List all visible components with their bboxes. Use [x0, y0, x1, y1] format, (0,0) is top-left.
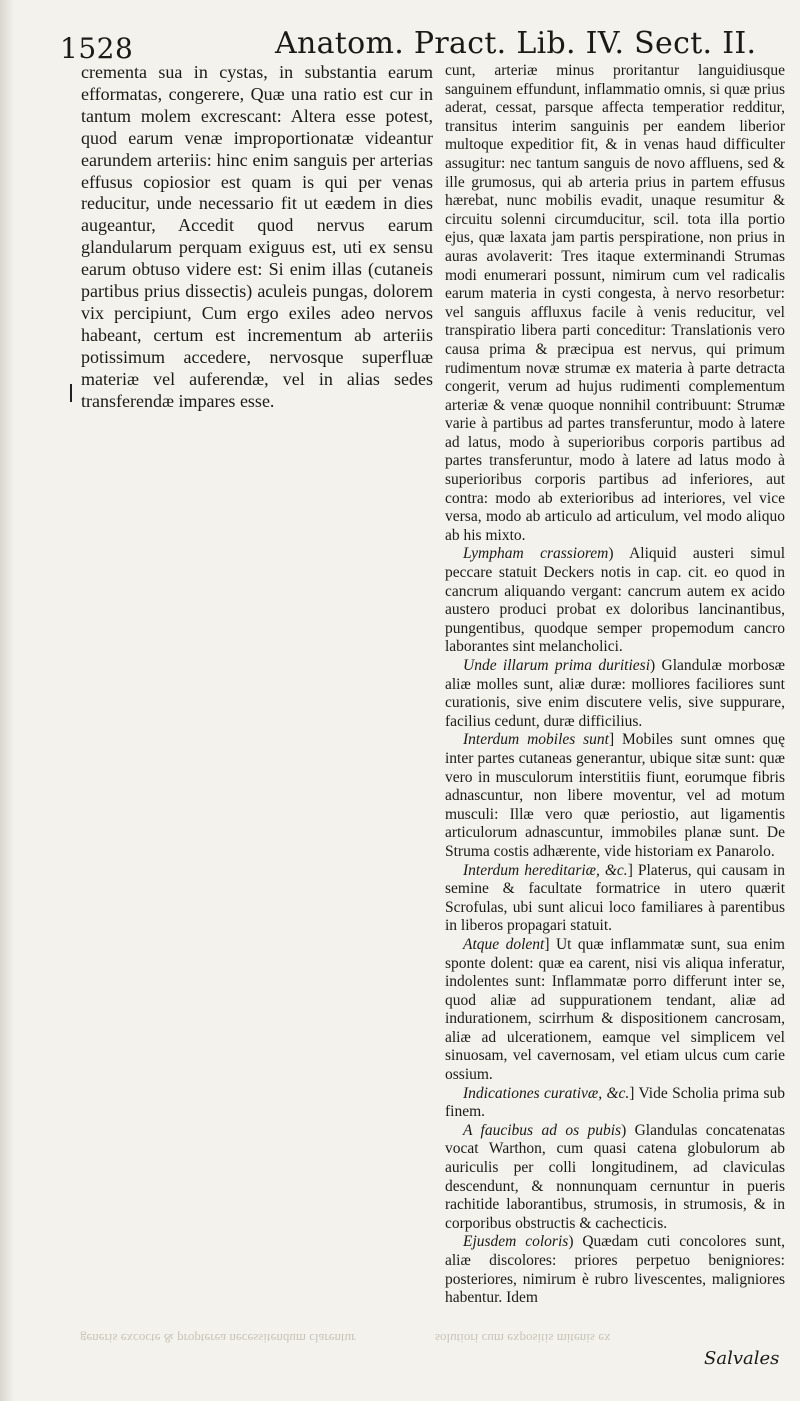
note-entry [445, 936, 785, 1085]
note-text: ] Vide Scholia prima sub finem. [445, 1084, 785, 1121]
note-entry [445, 862, 785, 936]
note-entry [445, 1085, 785, 1122]
note-text: ) Glandulas concatenatas vocat Warthon, cum quasi catena globulorum ab auriculis per colli longitudinem, ad claviculas descendunt, & nonnunquam cernuntur in pueris rachitide laborantibus, strumosis, in strumosis, & in corporibus obstructis & cachecticis. [445, 1121, 785, 1232]
note-lemma: Unde illarum prima duritiesi [463, 657, 650, 674]
note-entry [445, 657, 785, 731]
note-text: ] Mobiles sunt omnes quę inter partes cutaneas generantur, ubique sitæ sunt: quæ vero in musculorum interstitiis fiunt, eorumque fibris adnascuntur, non libere moventur, vel ad motum musculi: Illæ vero quæ periostio, aut ligamentis articulorum adnascuntur, immobiles planæ sunt. De Struma costis adhærente, vide historiam ex Panarolo. [445, 731, 785, 860]
margin-mark [70, 384, 72, 402]
note-text: ] Platerus, qui causam in semine & facultate formatrice in utero quærit Scrofulas, ubi sunt alicui loco familiares à parentibus in liberos propagari statuit. [445, 861, 785, 935]
note-lemma: Lympham crassiorem [463, 545, 609, 563]
page-number: 1528 [60, 32, 134, 65]
note-text: ] Ut quæ inflammatæ sunt, sua enim sponte dolent: quæ ea carent, nisi vis aliqua inferatur, indolentes sunt: Inflammatæ porro differunt inter se, quod aliæ ad suppurationem tendant, aliæ ad indurationem, scirrhum & dispositionem cancrosam, aliæ ad ulcerationem, eamque vel simplicem vel sinuosam, vel cavernosam, vel etiam ulcus cum carie ossium. [445, 935, 785, 1084]
note-lemma: Indicationes curativæ, &c. [463, 1084, 630, 1102]
note-entry [445, 731, 785, 861]
note-lemma: Interdum mobiles sunt [463, 731, 609, 749]
show-through-text-left: generis excocte & propterea necessitendum clarentur [80, 1331, 356, 1346]
catchword: Salvales [704, 1348, 780, 1369]
running-title: Anatom. Pract. Lib. IV. Sect. II. [275, 26, 757, 61]
show-through-text-right: solutiori cum expositis mitenis ex [435, 1331, 611, 1346]
note-entry [445, 545, 785, 657]
binding-shadow [0, 0, 14, 1401]
right-opening-paragraph: cunt, arteriæ minus proritantur languidiusque sanguinem effundunt, inflammatio omnis, si quæ prius aderat, cessat, parsque affecta temperatior redditur, transitus interim sanguinis per eandem liberior multoque expeditior fit, & in venas haud difficulter assugitur: nec tantum sanguis de novo affluens, sed & ille grumosus, qui ab arteria prius in partem effusus hærebat, nunc mobilis evadit, unaque resumitur & circuitu solenni circumducitur, scil. tota illa portio ejus, quæ laxata jam partis perspiratione, non prius in auras avolaverit: Tres itaque exterminandi Strumas modi enumerari possunt, nimirum cum vel radicalis earum materia in cysti congesta, à nervo resorbetur: vel sanguis affluxus facile à venis reducitur, vel transpiratio libera parti conceditur: Translationis vero causa prima & præcipua est nervus, qui primum rudimentum novæ strumæ ex materia à parte detracta congerit, verum ad hujus rudimenti complementum arteriæ & venæ quoque nonnihil contribuunt: Strumæ varie à partibus ad partes transferuntur, modo à latere ad latus, modo à superioribus corporis partibus ad partes transferuntur, modo à latere ad latus modo à superioribus corporis partibus ad inferiores, aut contra: modo ab exterioribus ad interiores, vel vice versa, modo ab articulo ad articulum, vel modo aliquo ab his mixto. [445, 62, 785, 544]
note-lemma: Interdum hereditariæ, &c. [463, 861, 628, 879]
note-text: ) Quædam cuti concolores sunt, aliæ discolores: priores perpetuo benigniores: posteriores, nimirum è rubro livescentes, maligniores habentur. Idem [445, 1233, 785, 1307]
note-text: ) Aliquid austeri simul peccare statuit Deckers notis in cap. cit. eo quod in cancrum aliquando vergant: cancrum autem ex acido austero produci probat ex doloribus lancinantibus, pungentibus, quodque semper propemodum cancro laborantes sint melancholici. [445, 545, 785, 656]
note-entry [445, 1233, 785, 1307]
note-entry [445, 1122, 785, 1234]
note-lemma: Atque dolent [463, 935, 545, 953]
right-column [445, 62, 785, 1308]
note-text: ) Glandulæ morbosæ aliæ molles sunt, aliæ duræ: molliores faciliores sunt curationis, sive enim discutere velis, sive suppurare, facilius cedunt, duræ difficilius. [445, 657, 785, 730]
left-paragraph-1: crementa sua in cystas, in substantia earum efformatas, congerere, Quæ una ratio est cur in tantum molem excrescant: Altera esse potest, quod earum venæ improportionatæ videantur earundem arteriis: hinc enim sanguis per arterias effusus copiosior est quam is qui per venas reducitur, unde necessario fit ut eædem in dies augeantur, Accedit quod nervus earum glandularum perquam exiguus est, uti ex sensu earum obtuso videre est: Si enim illas (cutaneis partibus prius dissectis) aculeis pungas, dolorem vix percipiunt, Cum ergo exiles adeo nervos habeant, certum est incrementum ab arteriis potissimum accedere, nervosque superfluæ materiæ vel auferendæ, vel in alias sedes transferendæ impares esse. [81, 62, 433, 411]
note-lemma: A faucibus ad os pubis [463, 1121, 622, 1139]
left-column [81, 62, 433, 413]
note-lemma: Ejusdem coloris [463, 1233, 569, 1251]
